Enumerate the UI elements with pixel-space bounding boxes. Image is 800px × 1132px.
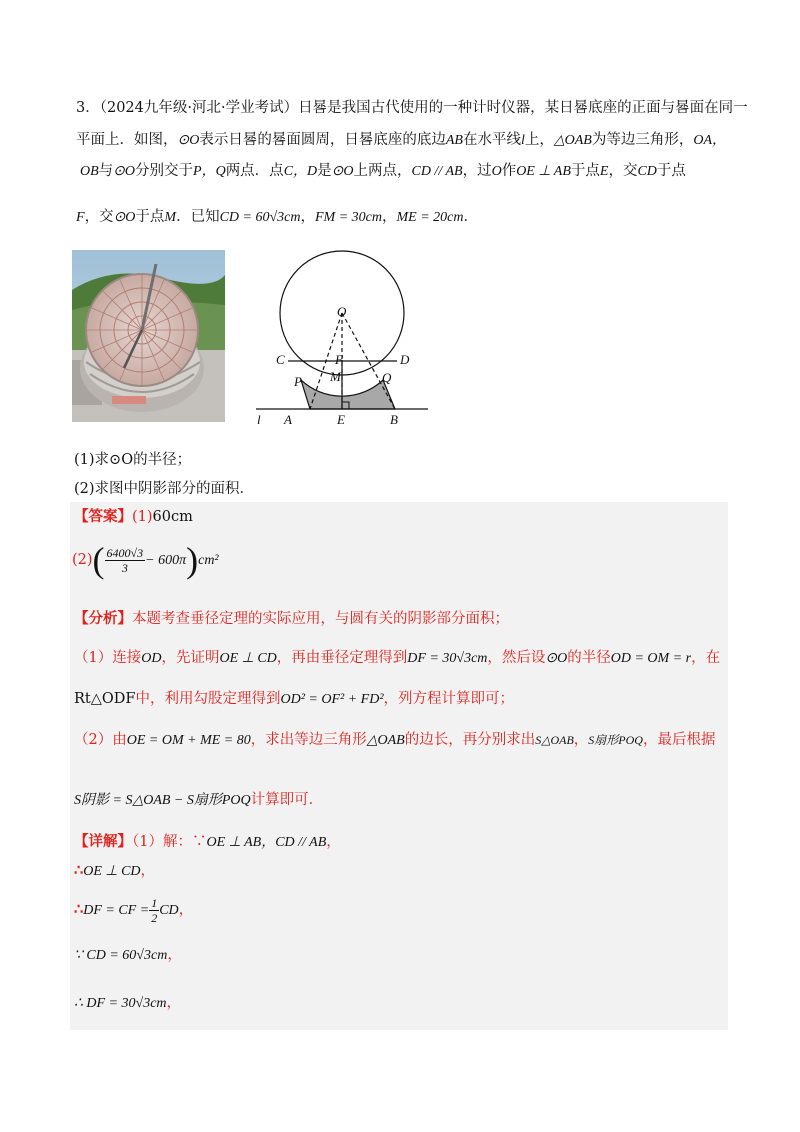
math: C，D [283,164,318,179]
text: ， [326,834,341,850]
math: CD // AB [411,164,463,179]
detail-line-1 [74,832,341,853]
text: 于点 [656,163,686,179]
text: ， [140,863,156,879]
question-1: (1)求⊙O的半径； [74,452,192,468]
text: 的半径 [567,650,611,666]
label-o: O [337,304,347,319]
paren-right: ) [186,540,199,580]
label-d: D [400,352,410,367]
math: Rt△ODF [74,691,136,707]
math: ∵ CD = 60√3cm [74,948,168,963]
detail-line-5 [74,993,181,1014]
paren-left: ( [92,540,105,580]
given-fm: FM = 30cm [314,210,382,225]
circle-o: ⊙O [331,164,354,179]
math: M [164,210,177,225]
label-p: P [294,374,302,389]
math: CD [637,164,657,179]
label-q: Q [382,370,392,385]
math: OD [141,651,162,666]
fraction-denominator: 2 [151,910,158,925]
math: OE = OM + ME = 80 [126,733,251,748]
math: F [76,210,85,225]
text: （1）解：∵ [132,834,207,850]
text: ， [300,209,315,225]
analysis-line-2 [74,648,720,669]
text: ，过 [462,163,492,179]
answer-line-1 [74,507,193,527]
answer-1-value: 60cm [152,509,193,525]
math: DF = 30√3cm [407,651,488,666]
answer-1-num: (1) [132,509,153,525]
analysis-line-3 [74,689,514,710]
text: ， [167,947,182,963]
detail-line-4 [74,945,182,966]
math: OB [80,164,99,179]
math: OE ⊥ AB [516,164,571,179]
text: ，交 [608,163,638,179]
text: 平面上．如图， [76,132,178,148]
label-m: M [330,369,341,384]
problem-line-3 [80,161,686,182]
text: ，然后设 [487,650,546,666]
text: ，先证明 [161,650,220,666]
text: 两点．点 [225,163,284,179]
text: ， [166,995,182,1011]
math: CD [159,903,179,918]
text: ， [178,902,194,918]
math: △OAB [366,733,405,748]
math: ∴ DF = 30√3cm [74,996,167,1011]
text: 上， [524,132,554,148]
fraction-denominator: 3 [121,560,128,575]
math: l [520,133,525,148]
math: AB [445,133,463,148]
circle-o: ⊙O [113,164,136,179]
text: 作 [501,163,517,179]
answer-2-num: (2) [72,552,93,568]
detail-tag: 【详解】 [74,833,132,850]
text: 于点 [135,209,165,225]
text: ，交 [84,209,114,225]
analysis-line-5 [74,790,323,811]
text: ． [463,209,478,225]
problem-line-2 [76,130,726,151]
text: （2）由 [74,732,127,748]
given-cd: CD = 60√3cm [219,210,301,225]
text: （1）连接 [74,650,142,666]
answer-line-2 [72,540,219,581]
math: DF = CF = [83,903,150,918]
label-e: E [337,412,345,427]
text: ， [573,732,589,748]
text: 的边长，再分别求出 [404,732,536,748]
label-l: l [257,412,261,427]
text: 为等边三角形， [591,132,694,148]
answer-tag: 【答案】 [74,508,132,525]
circle-o: ⊙O [177,133,200,148]
given-me: ME = 20cm [396,210,464,225]
answer-2-fraction [105,546,146,575]
text: 上两点， [353,163,412,179]
problem-line-4 [76,207,478,228]
circle-o: ⊙O [113,210,136,225]
question-2: (2)求图中阴影部分的面积． [74,481,255,497]
circle-o: ⊙O [545,651,568,666]
text: 与 [98,163,114,179]
text: ，最后根据 [642,732,716,748]
geometry-diagram [250,240,440,430]
text: 在水平线 [462,132,521,148]
detail-line-3 [74,895,193,926]
math: OA， [693,133,726,148]
text: 分别交于 [135,163,194,179]
analysis-intro: 本题考查垂径定理的实际应用，与圆有关的阴影部分面积； [132,611,509,627]
math: △OAB [553,133,592,148]
therefore-symbol: ∴ [74,901,84,918]
text: 中，利用勾股定理得到 [135,691,281,707]
math: S阴影 = S△OAB − S扇形POQ [74,793,251,808]
text: ，再由垂径定理得到 [276,650,408,666]
math: OD² = OF² + FD² [280,692,384,707]
text: 是 [317,163,332,179]
text: 表示日晷的晷面圆周，日晷底座的底边 [199,132,446,148]
half-fraction [149,896,159,925]
label-a: A [284,412,292,427]
math: OD = OM = r [610,651,692,666]
text: ．已知 [176,209,220,225]
text: 于点 [570,163,600,179]
analysis-line-4 [74,730,715,751]
text: ，求出等边三角形 [250,732,367,748]
fraction-numerator: 6400√3 [106,545,144,560]
detail-line-2 [74,861,155,882]
sundial-photo [72,250,225,422]
math: OE ⊥ CD [219,651,277,666]
text: ，列方程计算即可； [383,691,515,707]
math: S扇形POQ [588,733,643,747]
math: P，Q [193,164,226,179]
fraction-numerator: 1 [151,895,158,910]
math: OE ⊥ AB，CD // AB [206,835,327,850]
label-f: F [335,352,343,367]
text: 计算即可． [250,792,324,808]
math: O [491,164,502,179]
math: E [599,164,609,179]
label-c: C [276,352,285,367]
analysis-tag: 【分析】 [74,610,132,627]
label-b: B [390,412,398,427]
text: ， [381,209,397,225]
answer-2-rest: − 600π [145,553,187,568]
problem-line-1: 3．（2024九年级·河北·学业考试）日晷是我国古代使用的一种计时仪器，某日晷底座的正面与晷面在同一 [76,100,748,116]
analysis-line-1 [74,609,509,629]
answer-2-unit: cm² [198,553,219,568]
math: OE ⊥ CD [83,864,141,879]
therefore-symbol: ∴ [74,862,84,879]
math: S△OAB [535,733,574,747]
text: ，在 [691,650,721,666]
